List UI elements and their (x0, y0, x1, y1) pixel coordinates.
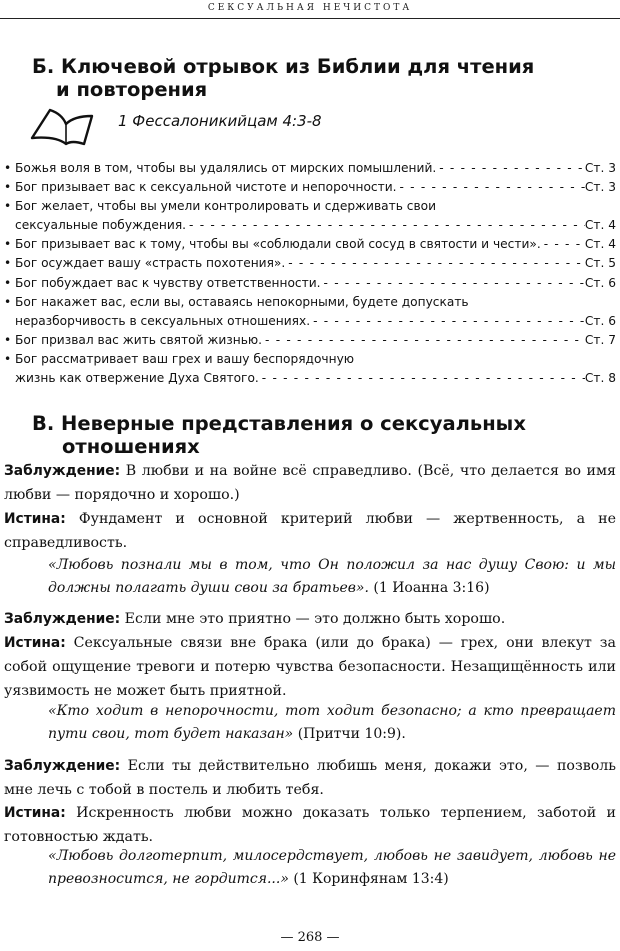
list-item-text: Бог рассматривает ваш грех и вашу беспорядочную (15, 351, 355, 366)
quote-reference: (1 Иоанна 3:16) (373, 579, 490, 596)
section-v-title-line2: отношениях (62, 435, 200, 458)
list-item-text: Бог призвал вас жить святой жизнью. (15, 332, 263, 347)
list-item (4, 235, 616, 254)
section-b-title-line2: и повторения (56, 78, 208, 101)
header-rule (0, 18, 620, 19)
dot-leader (541, 235, 585, 254)
error-text: Если мне это приятно — это должно быть хорошо. (124, 611, 506, 627)
list-item-text: Бог накажет вас, если вы, оставаясь непокорными, будете допускать (15, 294, 469, 309)
page-number: — 268 — (280, 930, 340, 945)
list-item-text: Бог желает, чтобы вы умели контролировать и сдерживать свои (15, 199, 437, 214)
truth-label: Истина: (4, 511, 66, 527)
list-item-text: неразборчивость в сексуальных отношениях. (15, 313, 311, 328)
verse-ref: Ст. 3 (584, 180, 616, 195)
bullet: • (4, 237, 12, 252)
truth-1 (4, 507, 616, 555)
error-label: Заблуждение: (4, 611, 121, 627)
truth-2 (4, 631, 616, 703)
verse-ref: Ст. 3 (584, 161, 616, 175)
section-b-title-line1: Б. Ключевой отрывок из Библии для чтения (32, 55, 535, 78)
bullet: • (4, 161, 12, 175)
quote-text: «Любовь познали мы в том, что Он положил за нас душу Свою: и мы должны полагать души свои за братьев». (48, 557, 616, 596)
quote-text: «Любовь долготерпит, милосердствует, любовь не завидует, любовь не превозносится, не гордится...» (48, 848, 616, 887)
verse-ref: Ст. 6 (584, 275, 616, 290)
truth-text: Сексуальные связи вне брака (или до брака) — грех, они влекут за собой ощущение тревоги и потерю чувства безопасности. Незащищённость или уязвимость не может быть приятной. (4, 635, 616, 699)
verse-ref: Ст. 8 (584, 371, 616, 386)
list-item-text: Бог побуждает вас к чувству ответственности. (15, 275, 321, 290)
running-head: СЕКСУАЛЬНАЯ НЕЧИСТОТА (207, 3, 413, 13)
open-book-icon (30, 106, 94, 146)
bullet: • (4, 256, 12, 271)
quote-reference: (Притчи 10:9). (297, 725, 406, 742)
list-item (4, 216, 616, 235)
dot-leader (262, 331, 585, 350)
scripture-quote-3 (48, 845, 616, 890)
truth-text: Искренность любви можно доказать только терпением, заботой и готовностью ждать. (4, 805, 616, 845)
dot-leader (310, 312, 585, 331)
list-item (4, 350, 616, 369)
misconception-3 (4, 754, 616, 802)
error-label: Заблуждение: (4, 758, 121, 774)
list-item (4, 178, 616, 197)
list-item-text: сексуальные побуждения. (15, 218, 187, 233)
error-text: Если ты действительно любишь меня, докажи это, — позволь мне лечь с тобой в постель и любить тебя. (4, 758, 616, 798)
section-v-title (32, 412, 526, 458)
scripture-quote-2 (48, 700, 616, 745)
error-text: В любви и на войне всё справедливо. (Всё, что делается во имя любви — порядочно и хорошо.) (4, 463, 616, 503)
scripture-quote-1 (48, 554, 616, 599)
bullet: • (4, 199, 12, 214)
list-item (4, 254, 616, 273)
bullet: • (4, 275, 12, 290)
list-item (4, 312, 616, 331)
dot-leader (436, 159, 585, 178)
list-item-text: Бог осуждает вашу «страсть похотения». (15, 256, 286, 271)
bullet: • (4, 332, 12, 347)
list-item (4, 159, 616, 178)
list-item-text: Бог призывает вас к тому, чтобы вы «соблюдали свой сосуд в святости и чести». (15, 237, 541, 252)
list-item-text: Бог призывает вас к сексуальной чистоте и непорочности. (15, 180, 397, 195)
verse-ref: Ст. 5 (584, 256, 616, 271)
dot-leader (259, 369, 585, 388)
list-item-text: Божья воля в том, чтобы вы удалялись от мирских помышлений. (15, 161, 437, 175)
list-item (4, 197, 616, 216)
list-item (4, 293, 616, 312)
bullet: • (4, 351, 12, 366)
quote-reference: (1 Коринфянам 13:4) (293, 870, 449, 887)
scripture-reference: 1 Фессалоникийцам 4:3-8 (118, 112, 322, 130)
truth-label: Истина: (4, 805, 66, 821)
key-points-list (4, 159, 616, 388)
dot-leader (321, 274, 585, 293)
truth-label: Истина: (4, 635, 66, 651)
list-item (4, 274, 616, 293)
list-item-text: жизнь как отвержение Духа Святого. (15, 371, 259, 386)
verse-ref: Ст. 4 (584, 218, 616, 233)
list-item (4, 369, 616, 388)
dot-leader (186, 216, 585, 235)
section-v-title-line1: В. Неверные представления о сексуальных (32, 412, 526, 435)
verse-ref: Ст. 6 (584, 313, 616, 328)
list-item (4, 331, 616, 350)
misconception-2 (4, 607, 616, 631)
misconception-1 (4, 459, 616, 507)
bullet: • (4, 294, 12, 309)
dot-leader (285, 254, 585, 273)
truth-text: Фундамент и основной критерий любви — жертвенность, а не справедливость. (4, 511, 616, 551)
dot-leader (397, 178, 585, 197)
verse-ref: Ст. 4 (584, 237, 616, 252)
error-label: Заблуждение: (4, 463, 121, 479)
verse-ref: Ст. 7 (584, 332, 616, 347)
truth-3 (4, 801, 616, 849)
quote-text: «Кто ходит в непорочности, тот ходит безопасно; а кто превращает пути свои, тот будет наказан» (48, 703, 616, 742)
section-b-title (32, 55, 534, 101)
bullet: • (4, 180, 12, 195)
